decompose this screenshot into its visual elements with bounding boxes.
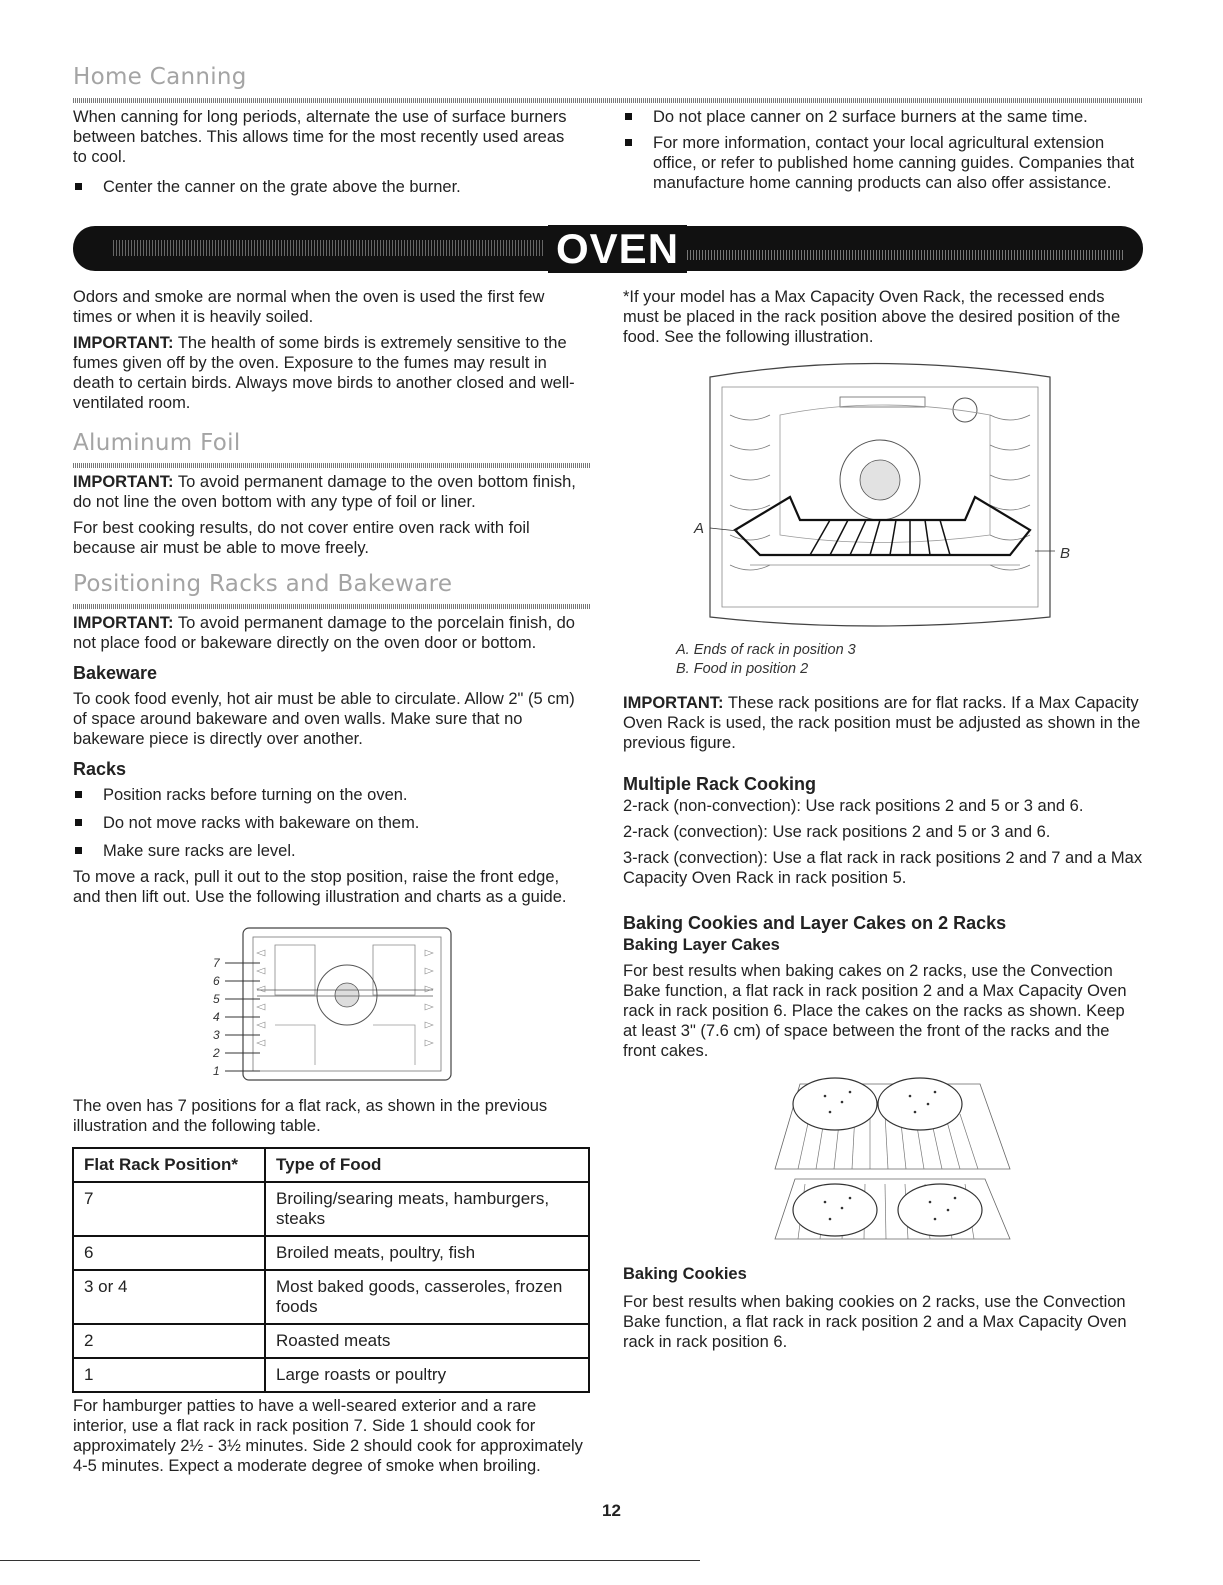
oven-title: OVEN <box>548 225 687 273</box>
rack-position-table <box>72 1147 590 1393</box>
important-label: IMPORTANT: <box>623 694 724 712</box>
rack-number-label: 7 <box>213 956 220 970</box>
oven-banner <box>73 226 1143 271</box>
list-item: For more information, contact your local agricultural extension office, or refer to published home canning guides. Companies that manufacture home canning products can also offer assistance. <box>623 133 1141 193</box>
banner-stripe <box>113 240 543 256</box>
table-cell: Most baked goods, casseroles, frozen foods <box>265 1270 589 1324</box>
max-capacity-important <box>623 693 1143 753</box>
table-row <box>73 1182 589 1236</box>
foil-important <box>73 472 588 512</box>
multiple-rack-line: 2-rack (convection): Use rack positions 2 and 5 or 3 and 6. <box>623 823 1051 841</box>
positioning-block <box>73 613 591 907</box>
important-label: IMPORTANT: <box>73 614 174 632</box>
baking-cookies-text: For best results when baking cookies on 2 racks, use the Convection Bake function, a flat rack in rack position 2 and a Max Capacity Oven rack in rack position 6. <box>623 1293 1127 1351</box>
table-cell: 3 or 4 <box>73 1270 265 1324</box>
baking-cookies-block <box>623 1264 1143 1352</box>
section-rule <box>73 463 591 468</box>
home-canning-right-column <box>623 107 1141 193</box>
list-item: Do not place canner on 2 surface burners at the same time. <box>623 107 1141 127</box>
important-birds <box>73 333 588 413</box>
table-cell: Large roasts or poultry <box>265 1358 589 1392</box>
foil-text: For best cooking results, do not cover entire oven rack with foil because air must be able to move freely. <box>73 519 530 557</box>
banner-stripe <box>663 250 1123 260</box>
table-cell: 7 <box>73 1182 265 1236</box>
bakeware-heading: Bakeware <box>73 663 158 683</box>
baking-two-racks-heading: Baking Cookies and Layer Cakes on 2 Racks <box>623 913 1007 933</box>
table-row <box>73 1270 589 1324</box>
important-label: IMPORTANT: <box>73 473 174 491</box>
table-cell: 2 <box>73 1324 265 1358</box>
aluminum-foil-heading: Aluminum Foil <box>73 430 241 456</box>
racks-heading: Racks <box>73 759 127 779</box>
table-cell: Roasted meats <box>265 1324 589 1358</box>
page-number: 12 <box>602 1501 621 1520</box>
multiple-rack-line: 2-rack (non-convection): Use rack positions 2 and 5 or 3 and 6. <box>623 797 1084 815</box>
max-capacity-rack-illustration <box>690 355 1085 635</box>
cakes-on-racks-illustration <box>770 1074 1020 1254</box>
positions-text: The oven has 7 positions for a flat rack, as shown in the previous illustration and the following table. <box>73 1097 548 1135</box>
table-cell: Broiling/searing meats, hamburgers, steaks <box>265 1182 589 1236</box>
label-a: A <box>694 520 705 537</box>
important-text: These rack positions are for flat racks. If a Max Capacity Oven Rack is used, the rack position must be adjusted as shown in the previous figure. <box>623 694 1141 752</box>
rack-number-label: 6 <box>213 974 220 988</box>
important-label: IMPORTANT: <box>73 334 174 352</box>
caption-a: A. Ends of rack in position 3 <box>676 642 856 658</box>
oven-intro: Odors and smoke are normal when the oven is used the first few times or when it is heavily soiled. <box>73 288 545 326</box>
section-rule <box>73 604 591 609</box>
list-item: Center the canner on the grate above the burner. <box>73 177 578 197</box>
table-cell: 1 <box>73 1358 265 1392</box>
table-header-cell: Type of Food <box>265 1148 589 1182</box>
rack-number-label: 1 <box>213 1064 220 1078</box>
home-canning-heading: Home Canning <box>73 64 247 90</box>
baking-cakes-heading: Baking Layer Cakes <box>623 936 780 954</box>
positioning-heading: Positioning Racks and Bakeware <box>73 571 453 597</box>
table-cell: 6 <box>73 1236 265 1270</box>
list-item: Make sure racks are level. <box>73 841 591 861</box>
oven-intro-block <box>73 287 588 413</box>
table-header-cell: Flat Rack Position* <box>73 1148 265 1182</box>
rack-number-label: 3 <box>213 1028 220 1042</box>
home-canning-intro: When canning for long periods, alternate the use of surface burners between batches. This allows time for the most recently used areas to cool. <box>73 108 567 166</box>
footer-rule <box>0 1560 700 1561</box>
rack-positions-illustration <box>205 925 460 1085</box>
multiple-rack-line: 3-rack (convection): Use a flat rack in rack positions 2 and 7 and a Max Capacity Oven Rack in rack position 5. <box>623 849 1143 887</box>
multiple-rack-block <box>623 774 1143 888</box>
max-capacity-text: *If your model has a Max Capacity Oven Rack, the recessed ends must be placed in the rack position above the desired position of the food. See the following illustration. <box>623 288 1121 346</box>
list-item: Do not move racks with bakeware on them. <box>73 813 591 833</box>
baking-two-racks-block <box>623 913 1143 1061</box>
aluminum-foil-block <box>73 472 588 558</box>
positioning-important <box>73 613 591 653</box>
label-b: B <box>1060 545 1071 562</box>
caption-b: B. Food in position 2 <box>676 661 809 677</box>
multiple-rack-heading: Multiple Rack Cooking <box>623 774 817 794</box>
table-header-row <box>73 1148 589 1182</box>
table-row <box>73 1358 589 1392</box>
rack-number-label: 2 <box>213 1046 220 1060</box>
list-item: Position racks before turning on the oven. <box>73 785 591 805</box>
table-row <box>73 1236 589 1270</box>
bakeware-text: To cook food evenly, hot air must be able to circulate. Allow 2" (5 cm) of space around bakeware and oven walls. Make sure that no bakeware piece is directly over another. <box>73 690 575 748</box>
important-text: To avoid permanent damage to the oven bottom finish, do not line the oven bottom with any type of foil or liner. <box>73 473 576 511</box>
racks-text: To move a rack, pull it out to the stop position, raise the front edge, and then lift out. Use the following illustration and charts as a guide. <box>73 868 567 906</box>
baking-cookies-heading: Baking Cookies <box>623 1265 747 1283</box>
section-rule <box>73 98 1143 103</box>
hamburger-text: For hamburger patties to have a well-seared exterior and a rare interior, use a flat rack in rack position 7. Side 1 should cook for approximately 2½ - 3½ minutes. Side 2 should cook for approximately 4-5 minutes. Expect a moderate degree of smoke when broiling. <box>73 1397 583 1475</box>
rack-number-label: 4 <box>213 1010 220 1024</box>
important-text: The health of some birds is extremely sensitive to the fumes given off by the oven. Exposure to the fumes may result in death to certain birds. Always move birds to another closed and well-ventilated room. <box>73 334 575 412</box>
home-canning-left-column <box>73 107 578 197</box>
table-row <box>73 1324 589 1358</box>
important-text: To avoid permanent damage to the porcelain finish, do not place food or bakeware directly on the oven door or bottom. <box>73 614 575 652</box>
rack-number-label: 5 <box>213 992 220 1006</box>
table-cell: Broiled meats, poultry, fish <box>265 1236 589 1270</box>
baking-cakes-text: For best results when baking cakes on 2 racks, use the Convection Bake function, a flat rack in rack position 2 and a Max Capacity Oven rack in rack position 6. Place the cakes on the racks as shown. Keep at least 3" (7.6 cm) of space between the front of the racks and the front cakes. <box>623 962 1127 1060</box>
